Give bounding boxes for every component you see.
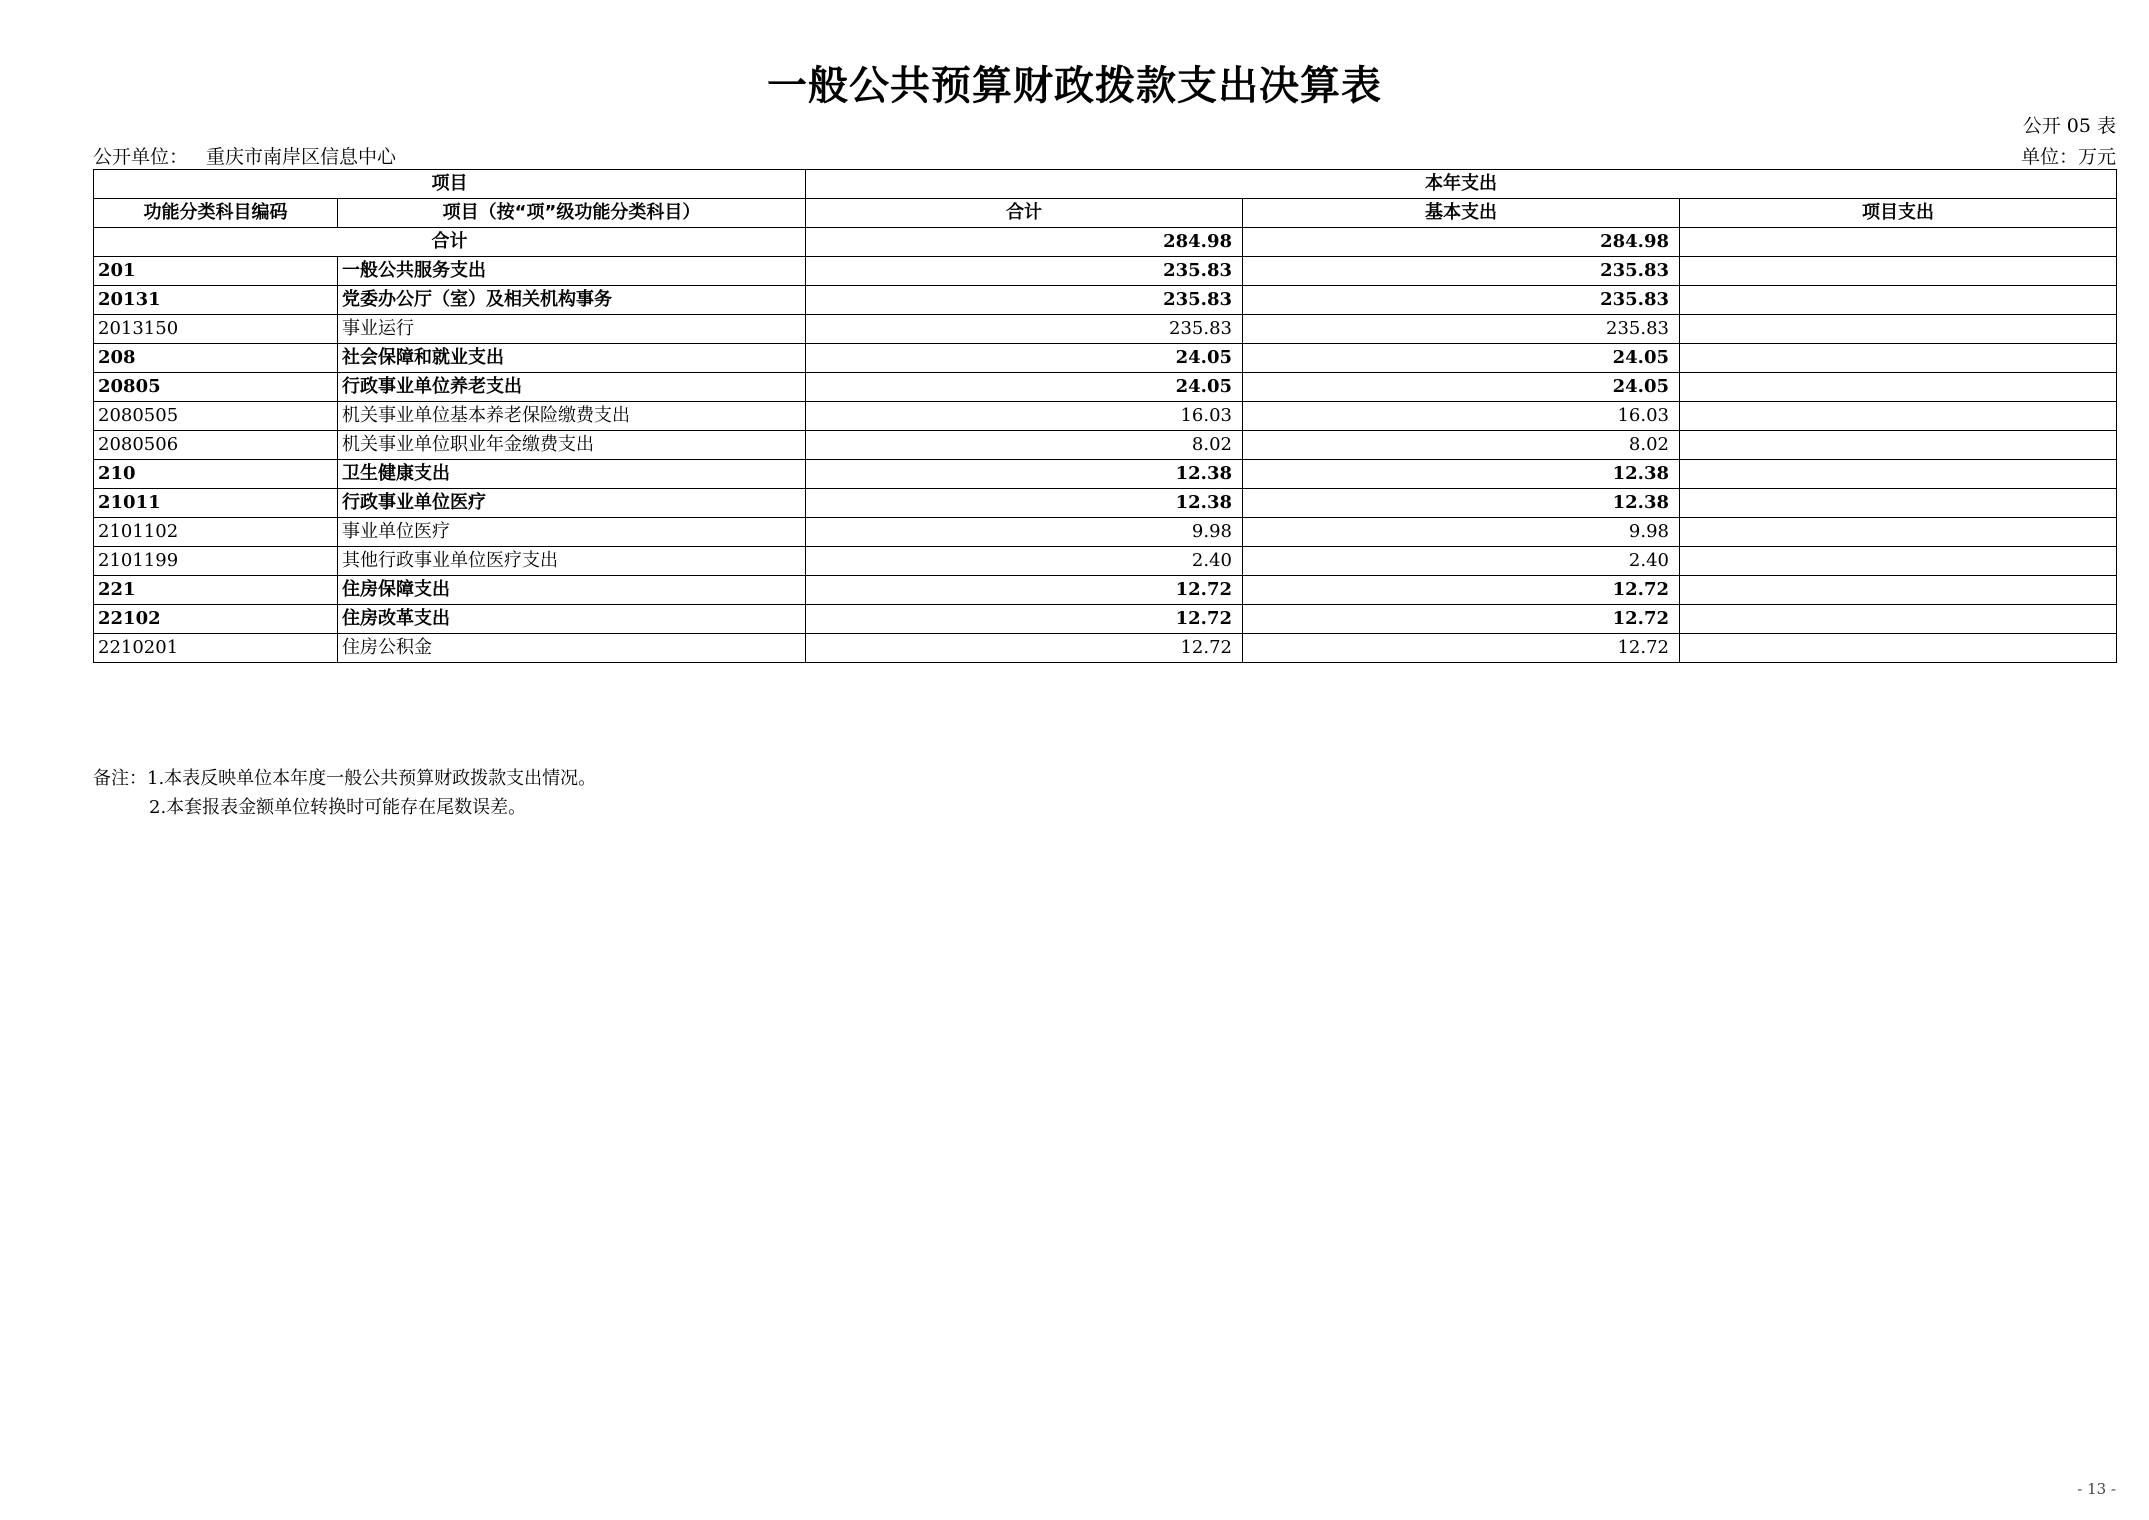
row-code: 201: [94, 257, 338, 286]
row-project: [1680, 576, 2117, 605]
row-project: [1680, 373, 2117, 402]
table-row: [94, 576, 2117, 605]
row-total: 24.05: [806, 373, 1243, 402]
row-project: [1680, 257, 2117, 286]
header-group-row: [94, 170, 2117, 199]
row-total: 235.83: [806, 286, 1243, 315]
expenditure-table: [93, 169, 2117, 663]
row-name: 住房公积金: [338, 634, 806, 663]
page-title: 一般公共预算财政拨款支出决算表: [767, 63, 1382, 109]
row-name: 社会保障和就业支出: [338, 344, 806, 373]
row-total: 12.72: [806, 576, 1243, 605]
table-row: [94, 605, 2117, 634]
table-row: [94, 402, 2117, 431]
row-project: [1680, 489, 2117, 518]
row-total: 235.83: [806, 257, 1243, 286]
page-number: - 13 -: [2077, 1480, 2116, 1498]
row-project: [1680, 315, 2117, 344]
table-row: [94, 518, 2117, 547]
table-row: [94, 547, 2117, 576]
table-notes: [93, 764, 596, 822]
row-name: 机关事业单位基本养老保险缴费支出: [338, 402, 806, 431]
header-total: 合计: [806, 199, 1243, 228]
row-total: 8.02: [806, 431, 1243, 460]
row-code: 20131: [94, 286, 338, 315]
row-name: 党委办公厅（室）及相关机构事务: [338, 286, 806, 315]
table-row: [94, 315, 2117, 344]
row-project: [1680, 518, 2117, 547]
row-total: 12.38: [806, 489, 1243, 518]
total-row: [94, 228, 2117, 257]
header-code: 功能分类科目编码: [94, 199, 338, 228]
row-code: 2210201: [94, 634, 338, 663]
row-basic: 8.02: [1243, 431, 1680, 460]
row-code: 208: [94, 344, 338, 373]
row-basic: 235.83: [1243, 315, 1680, 344]
row-basic: 12.38: [1243, 489, 1680, 518]
row-code: 21011: [94, 489, 338, 518]
row-project: [1680, 344, 2117, 373]
row-project: [1680, 286, 2117, 315]
row-basic: 235.83: [1243, 286, 1680, 315]
currency-unit: 单位：万元: [2020, 146, 2116, 168]
row-code: 2013150: [94, 315, 338, 344]
row-code: 2080505: [94, 402, 338, 431]
row-total: 12.72: [806, 634, 1243, 663]
table-row: [94, 431, 2117, 460]
total-label: 合计: [94, 228, 806, 257]
note-2: 2.本套报表金额单位转换时可能存在尾数误差。: [149, 797, 527, 818]
row-code: 210: [94, 460, 338, 489]
row-basic: 12.72: [1243, 576, 1680, 605]
note-1: 备注：1.本表反映单位本年度一般公共预算财政拨款支出情况。: [93, 768, 597, 789]
row-name: 卫生健康支出: [338, 460, 806, 489]
table-row: [94, 373, 2117, 402]
reporting-unit-name: 重庆市南岸区信息中心: [206, 146, 397, 168]
table-row: [94, 460, 2117, 489]
row-total: 235.83: [806, 315, 1243, 344]
row-name: 行政事业单位医疗: [338, 489, 806, 518]
form-number: 公开 05 表: [2022, 115, 2116, 137]
row-basic: 12.72: [1243, 605, 1680, 634]
total-basic: 284.98: [1243, 228, 1680, 257]
row-basic: 12.38: [1243, 460, 1680, 489]
row-basic: 24.05: [1243, 344, 1680, 373]
header-basic: 基本支出: [1243, 199, 1680, 228]
row-total: 2.40: [806, 547, 1243, 576]
row-total: 9.98: [806, 518, 1243, 547]
row-name: 机关事业单位职业年金缴费支出: [338, 431, 806, 460]
row-project: [1680, 402, 2117, 431]
header-project: 项目支出: [1680, 199, 2117, 228]
table-row: [94, 344, 2117, 373]
total-amount: 284.98: [806, 228, 1243, 257]
row-project: [1680, 547, 2117, 576]
row-basic: 16.03: [1243, 402, 1680, 431]
table-row: [94, 634, 2117, 663]
row-basic: 24.05: [1243, 373, 1680, 402]
row-name: 一般公共服务支出: [338, 257, 806, 286]
row-total: 16.03: [806, 402, 1243, 431]
header-item-group: 项目: [94, 170, 806, 199]
table-row: [94, 286, 2117, 315]
row-code: 2101199: [94, 547, 338, 576]
row-project: [1680, 634, 2117, 663]
row-code: 22102: [94, 605, 338, 634]
header-expense-group: 本年支出: [806, 170, 2117, 199]
row-code: 221: [94, 576, 338, 605]
row-total: 24.05: [806, 344, 1243, 373]
row-project: [1680, 431, 2117, 460]
row-code: 20805: [94, 373, 338, 402]
row-total: 12.72: [806, 605, 1243, 634]
row-name: 住房改革支出: [338, 605, 806, 634]
table-row: [94, 257, 2117, 286]
row-project: [1680, 460, 2117, 489]
header-column-row: [94, 199, 2117, 228]
row-code: 2080506: [94, 431, 338, 460]
reporting-unit: [93, 142, 396, 169]
table-row: [94, 489, 2117, 518]
reporting-unit-label: 公开单位：: [93, 146, 189, 168]
total-project: [1680, 228, 2117, 257]
row-name: 行政事业单位养老支出: [338, 373, 806, 402]
row-name: 事业运行: [338, 315, 806, 344]
row-project: [1680, 605, 2117, 634]
row-name: 住房保障支出: [338, 576, 806, 605]
row-basic: 9.98: [1243, 518, 1680, 547]
row-basic: 235.83: [1243, 257, 1680, 286]
row-basic: 12.72: [1243, 634, 1680, 663]
row-code: 2101102: [94, 518, 338, 547]
header-name: 项目（按“项”级功能分类科目）: [338, 199, 806, 228]
row-name: 事业单位医疗: [338, 518, 806, 547]
row-basic: 2.40: [1243, 547, 1680, 576]
row-name: 其他行政事业单位医疗支出: [338, 547, 806, 576]
row-total: 12.38: [806, 460, 1243, 489]
